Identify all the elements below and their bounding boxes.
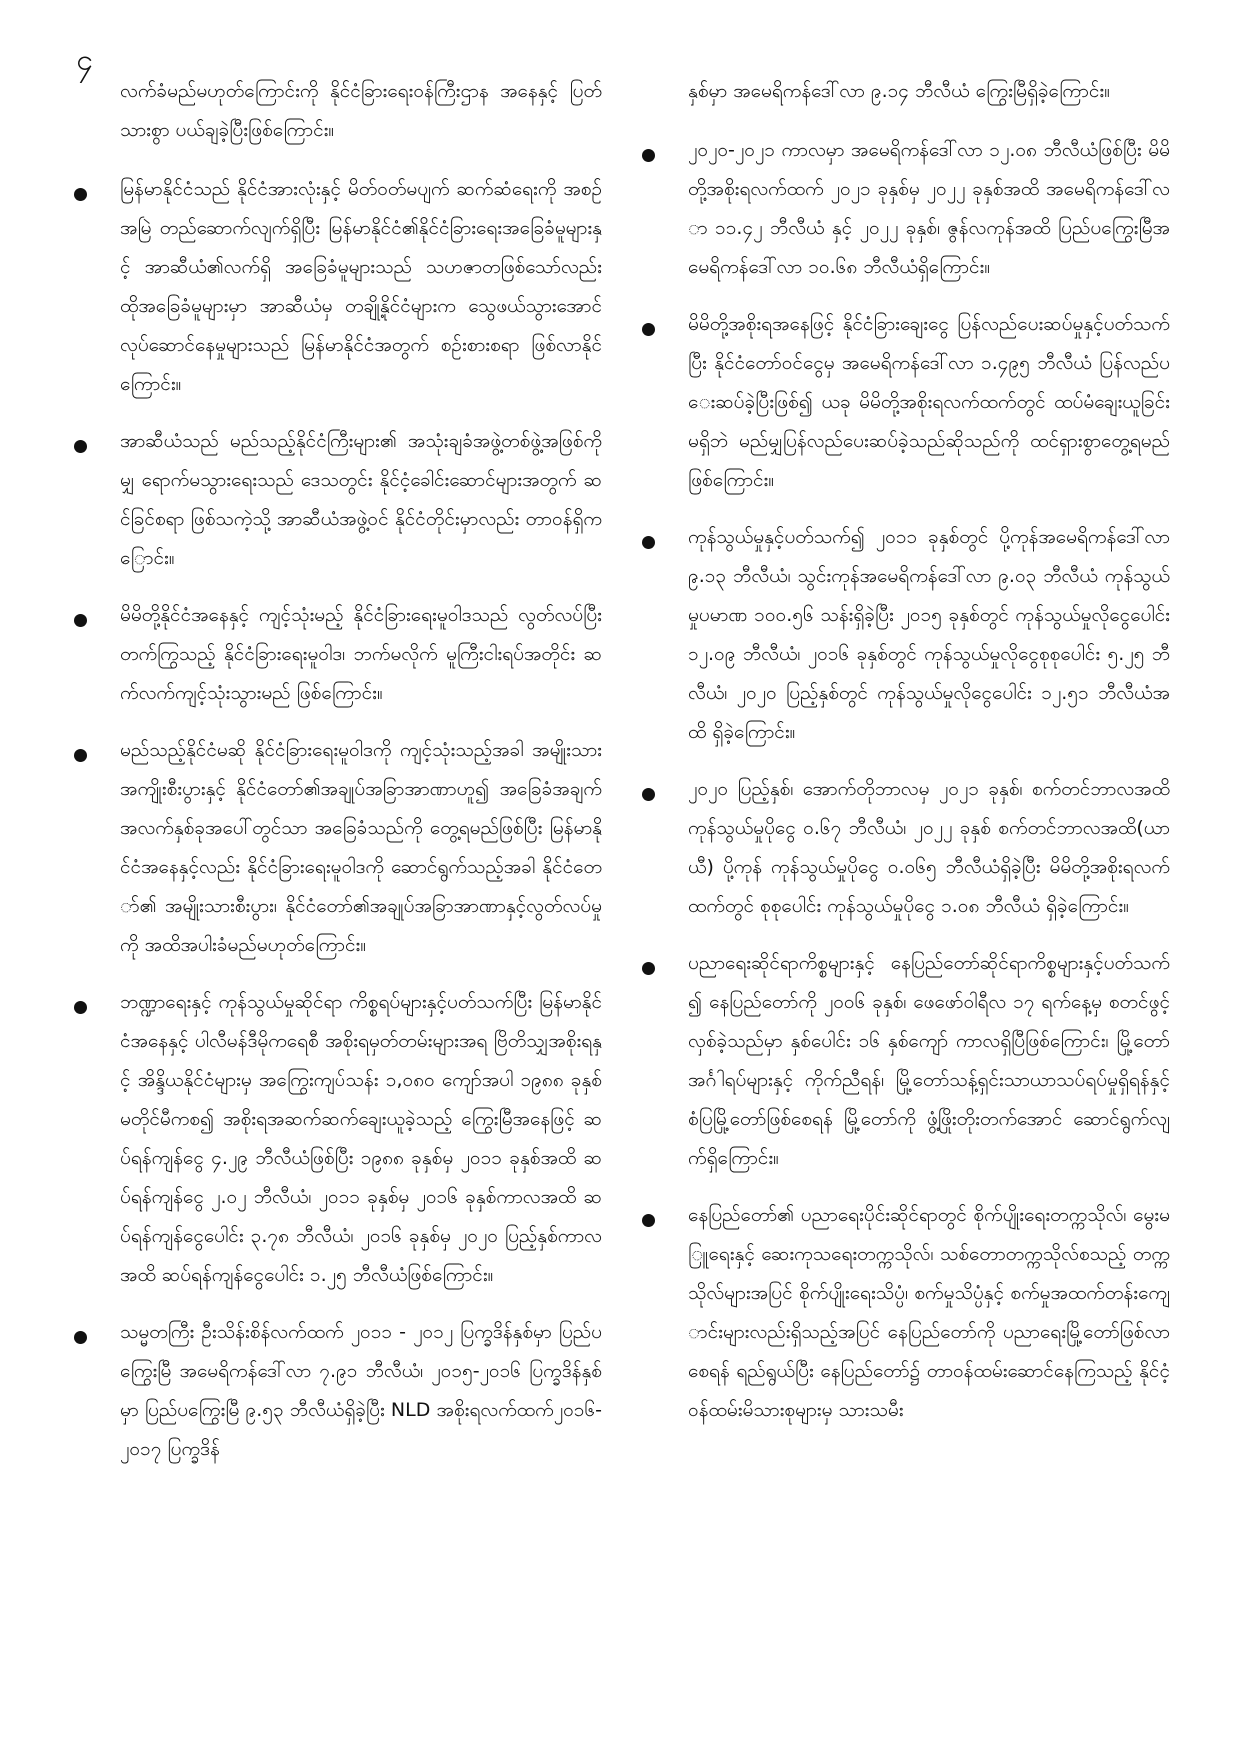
paragraph-text: အာဆီယံသည် မည်သည့်နိုင်ငံကြီးများ၏ အသုံးချခံအဖွဲ့တစ်ဖွဲ့အဖြစ်ကိုမျှ ရောက်မသွားရေးသည် ဒေသတွင်း နိုင်ငံ့ခေါင်းဆောင်များအတွက် ဆင်ခြင်စရာ ဖြစ်သကဲ့သို့ အာဆီယံအဖွဲ့ဝင် နိုင်ငံတိုင်းမှာလည်း တာဝန်ရှိကြောင်း။ — [120, 430, 602, 569]
paragraph-text: ၂၀၂၀ ပြည့်နှစ်၊ အောက်တိုဘာလမှ ၂၀၂၁ ခုနှစ်၊ စက်တင်ဘာလအထိ ကုန်သွယ်မှုပိုငွေ ၀.၆၇ ဘီလီယံ၊ ၂၀၂၂ ခုနှစ် စက်တင်ဘာလအထိ(ယာယီ) ပို့ကုန် ကုန်သွယ်မှုပိုငွေ ၀.၀၆၅ ဘီလီယံရှိခဲ့ပြီး မိမိတို့အစိုးရလက်ထက်တွင် စုစုပေါင်း ကုန်သွယ်မှုပိုငွေ ၁.၀၈ ဘီလီယံ ရှိခဲ့ကြောင်း။ — [688, 778, 1170, 917]
bullet-dot-icon — [642, 962, 655, 975]
left-column — [70, 72, 602, 1487]
bullet-dot-icon — [642, 323, 655, 336]
bullet-paragraph — [70, 731, 602, 965]
bullet-paragraph — [70, 170, 602, 404]
paragraph-text: နေပြည်တော်၏ ပညာရေးပိုင်းဆိုင်ရာတွင် စိုက်ပျိုးရေးတက္ကသိုလ်၊ မွေးမြူရေးနှင့် ဆေးကုသရေးတက္ကသိုလ်၊ သစ်တောတက္ကသိုလ်စသည့် တက္ကသိုလ်များအပြင် စိုက်ပျိုးရေးသိပ္ပံ၊ စက်မှုသိပ္ပံနှင့် စက်မှုအထက်တန်းကျောင်းများလည်းရှိသည့်အပြင် နေပြည်တော်ကို ပညာရေးမြို့တော်ဖြစ်လာစေရန် ရည်ရွယ်ပြီး နေပြည်တော်၌ တာဝန်ထမ်းဆောင်နေကြသည့် နိုင်ငံ့ဝန်ထမ်းမိသားစုများမှ သားသမီး — [688, 1204, 1170, 1421]
bullet-paragraph — [638, 1196, 1170, 1430]
bullet-paragraph — [638, 305, 1170, 500]
bullet-dot-icon — [642, 536, 655, 549]
paragraph-text: ၂၀၂၀-၂၀၂၁ ကာလမှာ အမေရိကန်ဒေါ်လာ ၁၂.၀၈ ဘီလီယံဖြစ်ပြီး မိမိတို့အစိုးရလက်ထက် ၂၀၂၁ ခုနှစ်မှ ၂၀၂၂ ခုနှစ်အထိ အမေရိကန်ဒေါ်လာ ၁၁.၄၂ ဘီလီယံ နှင့် ၂၀၂၂ ခုနှစ်၊ ဇွန်လကုန်အထိ ပြည်ပကြွေးမြီအမေရိကန်ဒေါ်လာ ၁၀.၆၈ ဘီလီယံရှိကြောင်း။ — [688, 139, 1170, 278]
paragraph-text: လက်ခံမည်မဟုတ်ကြောင်းကို နိုင်ငံခြားရေးဝန်ကြီးဌာန အနေနှင့် ပြတ်သားစွာ ပယ်ချခဲ့ပြီးဖြစ်ကြောင်း။ — [120, 80, 602, 141]
paragraph-text: မြန်မာနိုင်ငံသည် နိုင်ငံအားလုံးနှင့် မိတ်ဝတ်မပျက် ဆက်ဆံရေးကို အစဉ်အမြဲ တည်ဆောက်လျက်ရှိပြီး မြန်မာနိုင်ငံ၏နိုင်ငံခြားရေးအခြေခံမူများနှင့် အာဆီယံ၏လက်ရှိ အခြေခံမူများသည် သဟဇာတဖြစ်သော်လည်း ထိုအခြေခံမူများမှာ အာဆီယံမှ တချို့နိုင်ငံများက သွေဖယ်သွားအောင် လုပ်ဆောင်နေမှုများသည် မြန်မာနိုင်ငံအတွက် စဉ်းစားစရာ ဖြစ်လာနိုင်ကြောင်း။ — [120, 178, 602, 395]
paragraph-text: နှစ်မှာ အမေရိကန်ဒေါ်လာ ၉.၁၄ ဘီလီယံ ကြွေးမြီရှိခဲ့ကြောင်း။ — [688, 80, 1110, 102]
bullet-dot-icon — [74, 188, 87, 201]
bullet-paragraph — [70, 983, 602, 1295]
bullet-dot-icon — [74, 614, 87, 627]
bullet-dot-icon — [642, 788, 655, 801]
paragraph-text: ဘဏ္ဍာရေးနှင့် ကုန်သွယ်မှုဆိုင်ရာ ကိစ္စရပ်များနှင့်ပတ်သက်ပြီး မြန်မာနိုင်ငံအနေနှင့် ပါလီမန်ဒီမိုကရေစီ အစိုးရမှတ်တမ်းများအရ ဗြိတိသျှအစိုးရနှင့် အိန္ဒိယနိုင်ငံများမှ အကြွေးကျပ်သန်း ၁,၀၈၀ ကျော်အပါ ၁၉၈၈ ခုနှစ်မတိုင်မီကစ၍ အစိုးရအဆက်ဆက်ချေးယူခဲ့သည့် ကြွေးမြီအနေဖြင့် ဆပ်ရန်ကျန်ငွေ ၄.၂၉ ဘီလီယံဖြစ်ပြီး ၁၉၈၈ ခုနှစ်မှ ၂၀၁၁ ခုနှစ်အထိ ဆပ်ရန်ကျန်ငွေ ၂.၀၂ ဘီလီယံ၊ ၂၀၁၁ ခုနှစ်မှ ၂၀၁၆ ခုနှစ်ကာလအထိ ဆပ်ရန်ကျန်ငွေပေါင်း ၃.၇၈ ဘီလီယံ၊ ၂၀၁၆ ခုနှစ်မှ ၂၀၂၀ ပြည့်နှစ်ကာလအထိ ဆပ်ရန်ကျန်ငွေပေါင်း ၁.၂၅ ဘီလီယံဖြစ်ကြောင်း။ — [120, 991, 602, 1286]
bullet-dot-icon — [74, 1331, 87, 1344]
paragraph-text: ကုန်သွယ်မှုနှင့်ပတ်သက်၍ ၂၀၁၁ ခုနှစ်တွင် ပို့ကုန်အမေရိကန်ဒေါ်လာ ၉.၁၃ ဘီလီယံ၊ သွင်းကုန်အမေရိကန်ဒေါ်လာ ၉.၀၃ ဘီလီယံ ကုန်သွယ်မှုပမာဏ ၁၀၀.၅၆ သန်းရှိခဲ့ပြီး ၂၀၁၅ ခုနှစ်တွင် ကုန်သွယ်မှုလိုငွေပေါင်း ၁၂.၀၉ ဘီလီယံ၊ ၂၀၁၆ ခုနှစ်တွင် ကုန်သွယ်မှုလိုငွေစုစုပေါင်း ၅.၂၅ ဘီလီယံ၊ ၂၀၂၀ ပြည့်နှစ်တွင် ကုန်သွယ်မှုလိုငွေပေါင်း ၁၂.၅၁ ဘီလီယံအထိ ရှိခဲ့ကြောင်း။ — [688, 526, 1170, 743]
bullet-paragraph — [638, 131, 1170, 287]
continued-paragraph — [638, 72, 1170, 111]
bullet-dot-icon — [74, 749, 87, 762]
page-number: ၄ — [76, 43, 93, 78]
bullet-dot-icon — [642, 149, 655, 162]
bullet-paragraph — [70, 596, 602, 713]
bullet-paragraph — [638, 944, 1170, 1178]
bullet-paragraph — [70, 1313, 602, 1469]
paragraph-text: မိမိတို့နိုင်ငံအနေနှင့် ကျင့်သုံးမည့် နိုင်ငံခြားရေးမူဝါဒသည် လွတ်လပ်ပြီးတက်ကြွသည့် နိုင်ငံခြားရေးမူဝါဒ၊ ဘက်မလိုက် မူကြီးငါးရပ်အတိုင်း ဆက်လက်ကျင့်သုံးသွားမည် ဖြစ်ကြောင်း။ — [120, 604, 602, 704]
bullet-dot-icon — [74, 440, 87, 453]
paragraph-text: သမ္မတကြီး ဦးသိန်းစိန်လက်ထက် ၂၀၁၁ - ၂၀၁၂ ပြက္ခဒိန်နှစ်မှာ ပြည်ပကြွေးမြီ အမေရိကန်ဒေါ်လာ ၇.၉၁ ဘီလီယံ၊ ၂၀၁၅-၂၀၁၆ ပြက္ခဒိန်နှစ်မှာ ပြည်ပကြွေးမြီ ၉.၅၃ ဘီလီယံရှိခဲ့ပြီး NLD အစိုးရလက်ထက်၂၀၁၆-၂၀၁၇ ပြက္ခဒိန် — [120, 1321, 602, 1460]
two-column-body — [70, 72, 1170, 1487]
right-column — [638, 72, 1170, 1487]
continued-paragraph — [70, 72, 602, 150]
bullet-dot-icon — [74, 1001, 87, 1014]
paragraph-text: ပညာရေးဆိုင်ရာကိစ္စများနှင့် နေပြည်တော်ဆိုင်ရာကိစ္စများနှင့်ပတ်သက်၍ နေပြည်တော်ကို ၂၀၀၆ ခုနှစ်၊ ဖေဖော်ဝါရီလ ၁၇ ရက်နေ့မှ စတင်ဖွင့်လှစ်ခဲ့သည်မှာ နှစ်ပေါင်း ၁၆ နှစ်ကျော် ကာလရှိပြီဖြစ်ကြောင်း၊ မြို့တော်အင်္ဂါရပ်များနှင့် ကိုက်ညီရန်၊ မြို့တော်သန့်ရှင်းသာယာသပ်ရပ်မှုရှိရန်နှင့် စံပြမြို့တော်ဖြစ်စေရန် မြို့တော်ကို ဖွံ့ဖြိုးတိုးတက်အောင် ဆောင်ရွက်လျက်ရှိကြောင်း။ — [688, 952, 1170, 1169]
bullet-paragraph — [638, 518, 1170, 752]
bullet-paragraph — [70, 422, 602, 578]
bullet-paragraph — [638, 770, 1170, 926]
paragraph-text: မိမိတို့အစိုးရအနေဖြင့် နိုင်ငံခြားချေးငွေ ပြန်လည်ပေးဆပ်မှုနှင့်ပတ်သက်ပြီး နိုင်ငံတော်ဝင်ငွေမှ အမေရိကန်ဒေါ်လာ ၁.၄၉၅ ဘီလီယံ ပြန်လည်ပေးဆပ်ခဲ့ပြီးဖြစ်၍ ယခု မိမိတို့အစိုးရလက်ထက်တွင် ထပ်မံချေးယူခြင်းမရှိဘဲ မည်မျှပြန်လည်ပေးဆပ်ခဲ့သည်ဆိုသည်ကို ထင်ရှားစွာတွေ့ရမည်ဖြစ်ကြောင်း။ — [688, 313, 1170, 491]
bullet-dot-icon — [642, 1214, 655, 1227]
paragraph-text: မည်သည့်နိုင်ငံမဆို နိုင်ငံခြားရေးမူဝါဒကို ကျင့်သုံးသည့်အခါ အမျိုးသားအကျိုးစီးပွားနှင့် နိုင်ငံတော်၏အချုပ်အခြာအာဏာဟူ၍ အခြေခံအချက်အလက်နှစ်ခုအပေါ်တွင်သာ အခြေခံသည်ကို တွေ့ရမည်ဖြစ်ပြီး မြန်မာနိုင်ငံအနေနှင့်လည်း နိုင်ငံခြားရေးမူဝါဒကို ဆောင်ရွက်သည့်အခါ နိုင်ငံတော်၏ အမျိုးသားစီးပွား၊ နိုင်ငံတော်၏အချုပ်အခြာအာဏာနှင့်လွတ်လပ်မှုကို အထိအပါးခံမည်မဟုတ်ကြောင်း။ — [120, 739, 602, 956]
